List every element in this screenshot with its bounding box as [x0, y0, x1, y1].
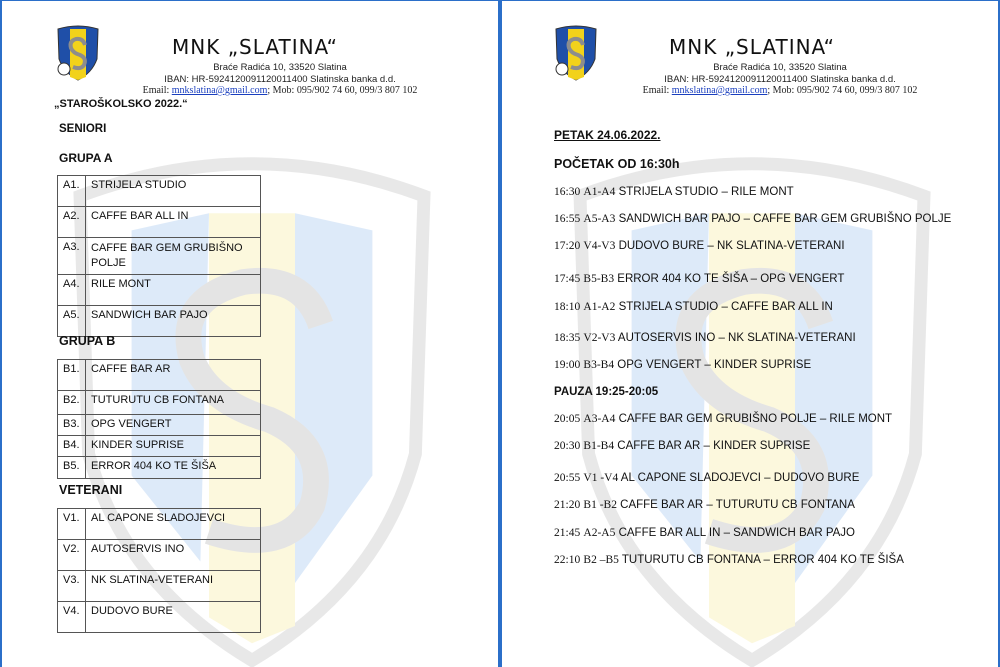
match-teams: TUTURUTU CB FONTANA – ERROR 404 KO TE ŠIŠA — [621, 554, 904, 566]
team-name: ERROR 404 KO TE ŠIŠA — [86, 457, 261, 479]
table-row — [58, 571, 261, 602]
schedule-start: POČETAK OD 16:30h — [554, 157, 680, 171]
table-row — [58, 509, 261, 540]
match-teams: CAFFE BAR GEM GRUBIŠNO POLJE – RILE MONT — [618, 413, 893, 425]
team-name: TUTURUTU CB FONTANA — [86, 391, 261, 415]
match-time: 20:05 — [554, 413, 581, 425]
club-name: MNK „SLATINA“ — [669, 35, 836, 59]
pause-heading: PAUZA 19:25-20:05 — [554, 386, 659, 398]
match-teams: SANDWICH BAR PAJO – CAFFE BAR GEM GRUBIŠNO POLJE — [618, 213, 952, 225]
match-time: 16:55 — [554, 213, 581, 225]
match-time: 21:20 — [554, 499, 581, 511]
email-label: Email: — [642, 85, 670, 96]
group-b-table — [57, 359, 261, 479]
match-codes: B2 –B5 — [583, 554, 619, 566]
team-code: A3. — [58, 238, 86, 275]
match-time: 18:35 — [554, 332, 581, 344]
team-code: A2. — [58, 207, 86, 238]
match-codes: A1-A4 — [583, 186, 616, 198]
table-row — [58, 238, 261, 275]
team-code: B4. — [58, 436, 86, 457]
match-codes: V2-V3 — [583, 332, 616, 344]
match-row — [554, 301, 833, 313]
match-time: 19:00 — [554, 359, 581, 371]
group-a-table — [57, 175, 261, 337]
club-name: MNK „SLATINA“ — [172, 35, 339, 59]
table-row — [58, 275, 261, 306]
table-row — [58, 415, 261, 436]
table-row — [58, 436, 261, 457]
team-code: B1. — [58, 360, 86, 391]
match-teams: CAFFE BAR ALL IN – SANDWICH BAR PAJO — [618, 527, 856, 539]
team-name: SANDWICH BAR PAJO — [86, 306, 261, 337]
match-time: 17:20 — [554, 240, 581, 252]
team-name: CAFFE BAR ALL IN — [86, 207, 261, 238]
tournament-title: „STAROŠKOLSKO 2022.“ — [54, 98, 188, 110]
team-name: NK SLATINA-VETERANI — [86, 571, 261, 602]
table-row — [58, 306, 261, 337]
team-code: V1. — [58, 509, 86, 540]
match-codes: V4-V3 — [583, 240, 616, 252]
match-row — [554, 273, 844, 285]
match-teams: STRIJELA STUDIO – CAFFE BAR ALL IN — [618, 301, 833, 313]
team-name: CAFFE BAR AR — [86, 360, 261, 391]
match-codes: V1 -V4 — [583, 472, 619, 484]
match-time: 18:10 — [554, 301, 581, 313]
match-teams: ERROR 404 KO TE ŠIŠA – OPG VENGERT — [617, 273, 845, 285]
match-time: 20:55 — [554, 472, 581, 484]
table-row — [58, 176, 261, 207]
match-codes: A3-A4 — [583, 413, 616, 425]
match-row — [554, 240, 845, 252]
match-time: 22:10 — [554, 554, 581, 566]
match-row — [554, 499, 855, 511]
match-time: 20:30 — [554, 440, 581, 452]
match-teams: CAFFE BAR AR – TUTURUTU CB FONTANA — [620, 499, 855, 511]
match-row — [554, 440, 810, 452]
team-name: KINDER SUPRISE — [86, 436, 261, 457]
match-row — [554, 213, 951, 225]
match-teams: STRIJELA STUDIO – RILE MONT — [618, 186, 794, 198]
team-code: B2. — [58, 391, 86, 415]
match-codes: A1-A2 — [583, 301, 616, 313]
table-row — [58, 457, 261, 479]
match-teams: AL CAPONE SLADOJEVCI – DUDOVO BURE — [620, 472, 860, 484]
team-code: V3. — [58, 571, 86, 602]
team-name: AL CAPONE SLADOJEVCI — [86, 509, 261, 540]
team-code: A4. — [58, 275, 86, 306]
email-label: Email: — [142, 85, 170, 96]
phone-numbers: ; Mob: 095/902 74 60, 099/3 807 102 — [267, 85, 418, 96]
table-row — [58, 391, 261, 415]
team-code: A1. — [58, 176, 86, 207]
phone-numbers: ; Mob: 095/902 74 60, 099/3 807 102 — [767, 85, 918, 96]
team-code: B3. — [58, 415, 86, 436]
category-heading: SENIORI — [59, 123, 107, 135]
email-link[interactable]: mnkslatina@gmail.com — [171, 85, 268, 96]
schedule-date: PETAK 24.06.2022. — [554, 128, 661, 142]
match-row — [554, 413, 892, 425]
match-row — [554, 527, 855, 539]
match-time: 21:45 — [554, 527, 581, 539]
match-codes: A5-A3 — [583, 213, 616, 225]
email-link[interactable]: mnkslatina@gmail.com — [671, 85, 768, 96]
club-contact — [502, 85, 998, 96]
group-b-heading: GRUPA B — [59, 334, 116, 348]
team-name: AUTOSERVIS INO — [86, 540, 261, 571]
match-codes: B1-B4 — [583, 440, 615, 452]
group-a-heading: GRUPA A — [59, 151, 113, 165]
match-teams: DUDOVO BURE – NK SLATINA-VETERANI — [618, 240, 845, 252]
table-row — [58, 602, 261, 633]
match-time: 16:30 — [554, 186, 581, 198]
table-row — [58, 540, 261, 571]
match-row — [554, 472, 859, 484]
table-row — [58, 360, 261, 391]
document-page-right — [500, 0, 1000, 667]
club-contact — [2, 85, 498, 96]
letterhead — [2, 1, 498, 101]
team-name: CAFFE BAR GEM GRUBIŠNO POLJE — [86, 238, 261, 275]
match-time: 17:45 — [554, 273, 581, 285]
club-iban: IBAN: HR-5924120091120011400 Slatinska banka d.d. — [664, 74, 896, 85]
club-address: Braće Radića 10, 33520 Slatina — [713, 62, 847, 73]
match-row — [554, 186, 794, 198]
team-code: B5. — [58, 457, 86, 479]
team-name: STRIJELA STUDIO — [86, 176, 261, 207]
letterhead — [502, 1, 998, 101]
match-codes: A2-A5 — [583, 527, 616, 539]
match-teams: OPG VENGERT – KINDER SUPRISE — [617, 359, 812, 371]
team-code: A5. — [58, 306, 86, 337]
match-row — [554, 359, 811, 371]
match-row — [554, 332, 856, 344]
team-code: V2. — [58, 540, 86, 571]
team-name: RILE MONT — [86, 275, 261, 306]
team-code: V4. — [58, 602, 86, 633]
club-address: Braće Radića 10, 33520 Slatina — [213, 62, 347, 73]
match-codes: B3-B4 — [583, 359, 615, 371]
table-row — [58, 207, 261, 238]
club-crest-watermark — [537, 151, 967, 667]
match-teams: AUTOSERVIS INO – NK SLATINA-VETERANI — [617, 332, 856, 344]
veterans-heading: VETERANI — [59, 483, 123, 497]
match-row — [554, 554, 904, 566]
club-iban: IBAN: HR-5924120091120011400 Slatinska banka d.d. — [164, 74, 396, 85]
match-teams: CAFFE BAR AR – KINDER SUPRISE — [617, 440, 811, 452]
match-codes: B5-B3 — [583, 273, 615, 285]
team-name: OPG VENGERT — [86, 415, 261, 436]
match-codes: B1 -B2 — [583, 499, 617, 511]
veterans-table — [57, 508, 261, 633]
team-name: DUDOVO BURE — [86, 602, 261, 633]
